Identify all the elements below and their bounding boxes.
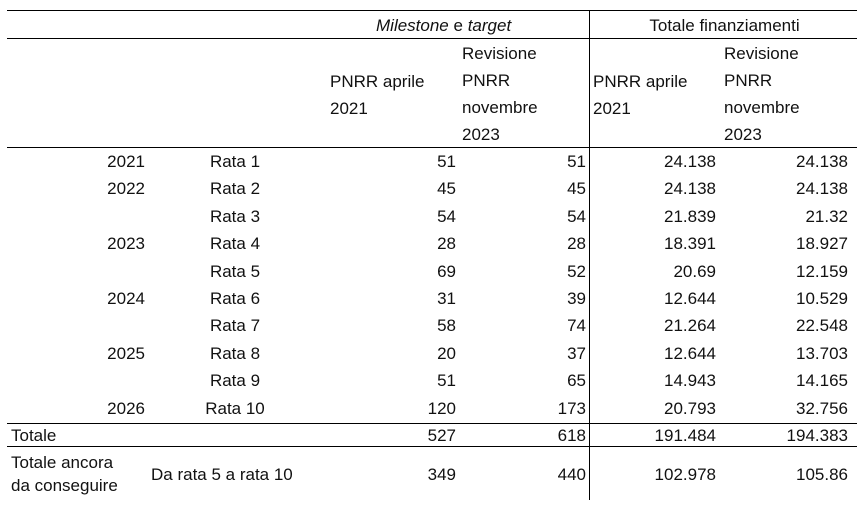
rata-cell: Rata 5: [209, 261, 261, 281]
rata-cell: Rata 6: [209, 289, 261, 308]
f-apr-cell: 20.69: [673, 261, 716, 281]
totale-f-rev: 194.383: [786, 426, 848, 445]
rata-cell: Rata 7: [209, 316, 261, 336]
m-apr-cell: 51: [437, 371, 456, 391]
m-rev-cell: 51: [567, 152, 586, 171]
year-cell: 2021: [107, 152, 145, 171]
col-header-m-rev: Revisione PNRR novembre 2023: [462, 44, 538, 144]
totale-f-apr: 191.484: [654, 426, 716, 445]
f-apr-cell: 12.644: [664, 289, 716, 308]
m-rev-cell: 74: [567, 316, 586, 336]
milestone-word: Milestone: [376, 16, 449, 35]
m-apr-cell: 120: [427, 398, 456, 418]
totale-m-apr: 527: [427, 426, 456, 445]
year-cell: 2023: [107, 234, 145, 254]
f-rev-cell: 14.165: [796, 371, 848, 391]
m-apr-cell: 45: [437, 179, 456, 199]
ancora-m-apr: 349: [427, 465, 456, 484]
group-header-rule: [7, 38, 857, 39]
group-header-finanziamenti: Totale finanziamenti: [649, 16, 800, 35]
rata-cell: Rata 8: [209, 343, 261, 363]
m-apr-cell: 28: [437, 234, 456, 254]
m-rev-cell: 173: [557, 398, 586, 418]
ancora-range: Da rata 5 a rata 10: [151, 465, 293, 484]
m-apr-cell: 31: [437, 289, 456, 308]
m-rev-cell: 39: [567, 289, 586, 308]
totale-label: Totale: [11, 426, 57, 445]
ancora-m-rev: 440: [557, 465, 586, 484]
totale-m-rev: 618: [557, 426, 586, 445]
year-cell: 2026: [107, 398, 145, 418]
year-cell: 2022: [107, 179, 145, 199]
year-cell: 2025: [107, 343, 145, 363]
f-rev-cell: 22.548: [796, 316, 848, 336]
m-apr-cell: 51: [437, 152, 456, 171]
m-rev-cell: 45: [567, 179, 586, 199]
f-rev-cell: 18.927: [796, 234, 848, 254]
f-rev-cell: 10.529: [796, 289, 848, 308]
f-rev-cell: 24.138: [796, 152, 848, 171]
rata-cell: Rata 1: [209, 152, 261, 171]
m-apr-cell: 58: [437, 316, 456, 336]
col-header-f-rev: Revisione PNRR novembre 2023: [724, 44, 800, 144]
ancora-f-apr: 102.978: [654, 465, 716, 484]
col-header-f-apr: PNRR aprile 2021: [593, 72, 688, 118]
column-divider: [589, 10, 590, 500]
ancora-label: Totale ancora da conseguire: [11, 453, 118, 495]
f-apr-cell: 24.138: [664, 179, 716, 199]
rata-cell: Rata 2: [209, 179, 261, 199]
m-rev-cell: 28: [567, 234, 586, 254]
m-rev-cell: 54: [567, 206, 586, 226]
m-rev-cell: 37: [567, 343, 586, 363]
f-apr-cell: 21.264: [664, 316, 716, 336]
rata-cell: Rata 3: [209, 206, 261, 226]
rata-cell: Rata 10: [205, 398, 265, 418]
f-apr-cell: 20.793: [664, 398, 716, 418]
m-rev-cell: 52: [567, 261, 586, 281]
m-apr-cell: 69: [437, 261, 456, 281]
m-rev-cell: 65: [567, 371, 586, 391]
ancora-f-rev: 105.86: [796, 465, 848, 484]
rata-cell: Rata 9: [209, 371, 261, 391]
f-apr-cell: 21.839: [664, 206, 716, 226]
f-rev-cell: 32.756: [796, 398, 848, 418]
group-header-milestone: [376, 14, 511, 37]
f-apr-cell: 12.644: [664, 343, 716, 363]
and-word: e: [453, 16, 463, 35]
f-apr-cell: 14.943: [664, 371, 716, 391]
f-rev-cell: 13.703: [796, 343, 848, 363]
f-rev-cell: 21.32: [805, 206, 848, 226]
year-cell: 2024: [107, 289, 145, 308]
f-apr-cell: 18.391: [664, 234, 716, 254]
m-apr-cell: 20: [437, 343, 456, 363]
rata-cell: Rata 4: [209, 234, 261, 254]
f-apr-cell: 24.138: [664, 152, 716, 171]
m-apr-cell: 54: [437, 206, 456, 226]
top-rule: [7, 10, 857, 11]
col-header-m-apr: PNRR aprile 2021: [330, 72, 425, 118]
f-rev-cell: 24.138: [796, 179, 848, 199]
target-word: target: [467, 16, 512, 35]
f-rev-cell: 12.159: [796, 261, 848, 281]
